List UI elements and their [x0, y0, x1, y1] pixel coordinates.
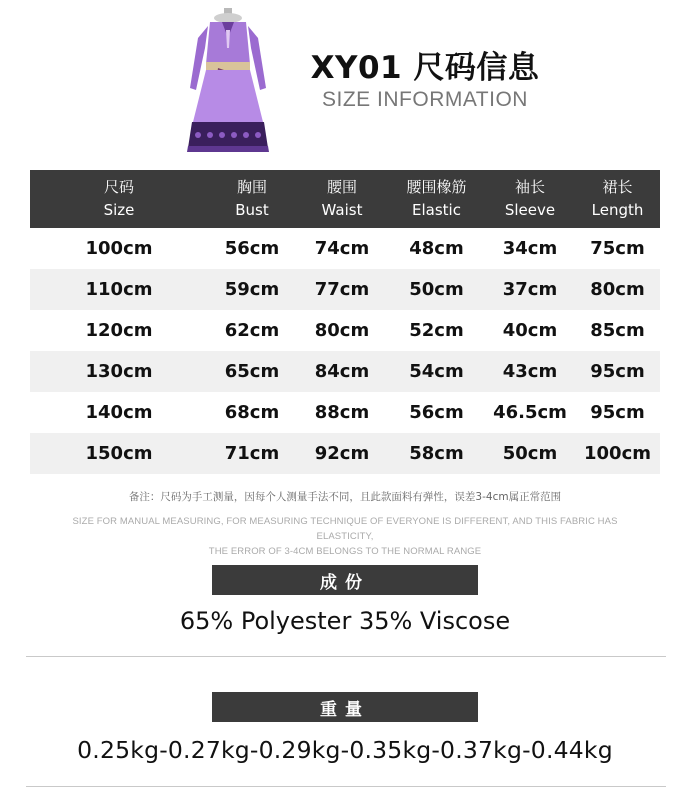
table-cell: 62cm — [224, 320, 280, 341]
table-cell: 50cm — [502, 443, 558, 464]
size-table — [30, 170, 660, 474]
weight-value: 0.25kg-0.27kg-0.29kg-0.35kg-0.37kg-0.44kg — [77, 736, 613, 764]
table-cell: 95cm — [590, 361, 645, 382]
table-cell: 56cm — [224, 238, 280, 259]
page-title: XY01 尺码信息 — [310, 50, 540, 86]
header-waist: 腰围 Waist — [321, 178, 363, 219]
table-cell: 130cm — [85, 361, 153, 382]
table-cell: 58cm — [409, 443, 464, 464]
table-cell: 95cm — [590, 402, 645, 423]
composition-label: 成份 — [212, 565, 478, 595]
table-cell: 37cm — [502, 279, 558, 300]
measurement-note-en: SIZE FOR MANUAL MEASURING, FOR MEASURING TECHNIQUE OF EVERYONE IS DIFFERENT, AND THIS FABRIC HAS ELASTICITY, THE ERROR OF 3-4CM BELONGS TO THE NORMAL RANGE — [72, 516, 618, 557]
table-cell: 65cm — [224, 361, 280, 382]
header-length: 裙长 Length — [591, 178, 644, 219]
table-cell: 100cm — [85, 238, 153, 259]
header-size: 尺码 Size — [103, 178, 135, 219]
table-cell: 40cm — [502, 320, 558, 341]
divider — [26, 786, 666, 787]
table-cell: 110cm — [85, 279, 153, 300]
table-cell: 43cm — [502, 361, 558, 382]
table-cell: 71cm — [224, 443, 280, 464]
table-cell: 140cm — [85, 402, 153, 423]
table-cell: 68cm — [224, 402, 280, 423]
table-cell: 84cm — [314, 361, 370, 382]
page-subtitle: SIZE INFORMATION — [322, 88, 528, 111]
table-row — [30, 269, 660, 310]
divider — [26, 656, 666, 657]
composition-value: 65% Polyester 35% Viscose — [179, 607, 511, 635]
table-row — [30, 351, 660, 392]
dress-illustration — [178, 8, 278, 156]
table-cell: 52cm — [409, 320, 464, 341]
table-cell: 92cm — [314, 443, 370, 464]
table-row — [30, 228, 660, 269]
table-cell: 54cm — [409, 361, 464, 382]
table-cell: 56cm — [409, 402, 464, 423]
table-cell: 85cm — [590, 320, 645, 341]
table-cell: 50cm — [409, 279, 464, 300]
table-cell: 120cm — [85, 320, 153, 341]
table-cell: 74cm — [314, 238, 370, 259]
table-cell: 80cm — [590, 279, 645, 300]
table-row — [30, 433, 660, 474]
measurement-note-cn: 备注：尺码为手工测量，因每个人测量手法不同，且此款面料有弹性，误差3-4cm属正常范围 — [128, 491, 562, 503]
header-bust: 胸围 Bust — [235, 178, 269, 219]
table-row — [30, 310, 660, 351]
table-cell: 34cm — [502, 238, 558, 259]
table-header — [30, 170, 660, 228]
table-cell: 150cm — [85, 443, 153, 464]
table-row — [30, 392, 660, 433]
table-cell: 88cm — [314, 402, 370, 423]
table-cell: 77cm — [314, 279, 370, 300]
table-cell: 46.5cm — [493, 402, 567, 423]
header-sleeve: 袖长 Sleeve — [504, 178, 556, 219]
table-cell: 80cm — [314, 320, 370, 341]
table-cell: 75cm — [590, 238, 645, 259]
table-cell: 48cm — [409, 238, 464, 259]
weight-label: 重量 — [212, 692, 478, 722]
header-elastic: 腰围橡筋 Elastic — [406, 178, 467, 219]
table-cell: 100cm — [584, 443, 651, 464]
table-cell: 59cm — [224, 279, 280, 300]
